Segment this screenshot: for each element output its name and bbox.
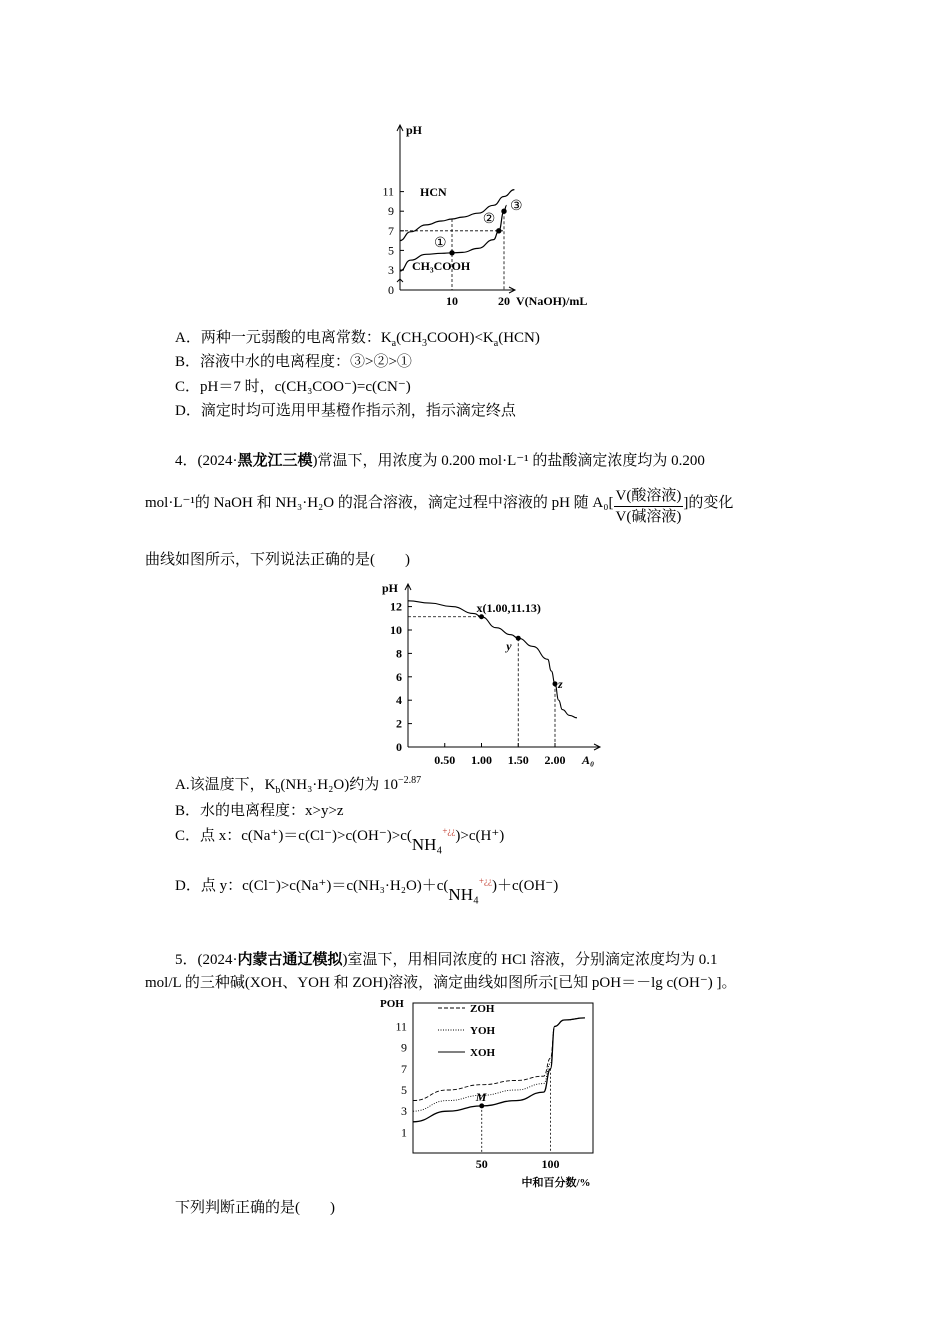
c2-ytick-10: 10 bbox=[390, 623, 402, 637]
c2-curve bbox=[408, 601, 577, 718]
c1-xtick-10: 10 bbox=[446, 294, 458, 308]
c2-point-2 bbox=[553, 682, 557, 686]
c2-xtick-0.50: 0.50 bbox=[434, 753, 456, 767]
c1-ch3cooh-label: CH₃COOH bbox=[412, 259, 471, 273]
c2-ytick-6: 6 bbox=[396, 669, 402, 684]
c3-ytick-9: 9 bbox=[401, 1040, 407, 1055]
c3-ytick-1: 1 bbox=[401, 1125, 407, 1140]
c2-point-1 bbox=[516, 636, 520, 640]
q4-fraction: $\frac{\text{V(酸溶液)}}{\text{V(碱溶液)}}$ bbox=[615, 488, 682, 525]
q3-option-b: B．溶液中水的电离程度：③>②>① bbox=[175, 354, 412, 370]
c3-series-yoh bbox=[413, 1018, 585, 1111]
c3-point-m bbox=[480, 1104, 484, 1108]
c2-label-y: y bbox=[506, 639, 512, 654]
chart-titration-a0 bbox=[370, 580, 610, 770]
c3-legend-yoh: YOH bbox=[470, 1025, 496, 1037]
c2-ytick-2: 2 bbox=[396, 716, 402, 731]
c2-ytick-0: 0 bbox=[396, 740, 402, 754]
c3-xlabel: 中和百分数/% bbox=[521, 1177, 591, 1189]
c2-xtick-2.00: 2.00 bbox=[544, 753, 566, 767]
c2-point-0 bbox=[480, 615, 484, 619]
q4-option-b: B．水的电离程度：x>y>z bbox=[175, 803, 344, 819]
q5-stem-line1: 5．(2024·内蒙古通辽模拟)室温下，用相同浓度的 HCl 溶液，分别滴定浓度均为 0.1 bbox=[175, 952, 718, 968]
q4-source: 黑龙江三模 bbox=[237, 453, 313, 469]
c1-xtick-20: 20 bbox=[498, 294, 510, 308]
q4-option-c: C．点 x：c(Na⁺)＝c(Cl⁻)>c(OH⁻)>c(NH₄+¿¿)>c(H⁺) bbox=[175, 826, 505, 854]
q4-stem-line2: mol·L⁻¹的 NaOH 和 NH₃·H₂O 的混合溶液，滴定过程中溶液的 pH 随 A₀[ $\frac{\text{V(酸溶液)}}{\text{V(碱溶液)}}$ ]的变化 bbox=[145, 488, 734, 525]
c3-xtick-100: 100 bbox=[541, 1157, 560, 1171]
c2-xtick-1.50: 1.50 bbox=[507, 753, 529, 767]
c3-ytick-11: 11 bbox=[395, 1019, 407, 1034]
c1-ytick-11: 11 bbox=[382, 184, 394, 199]
q4-option-a: A.该温度下，$K_b(NH_3\cdot H_2O)$约为 $10^{-2.87}$ bbox=[175, 775, 422, 796]
c3-ytick-3: 3 bbox=[401, 1104, 407, 1119]
q4-option-d: D．点 y：c(Cl⁻)>c(Na⁺)＝c(NH₃·H₂O)＋c(NH₄+¿¿)＋c(OH⁻) bbox=[175, 876, 559, 904]
c1-point-label-2: ② bbox=[482, 211, 496, 227]
q3-option-a: A．两种一元弱酸的电离常数：$K_a(CH_3COOH)<K_a(HCN)$ bbox=[175, 330, 540, 349]
c2-xlabel: A₀ bbox=[582, 753, 595, 767]
q4-stem-line3: 曲线如图所示，下列说法正确的是( ) bbox=[145, 552, 410, 568]
c3-legend-zoh: ZOH bbox=[470, 1003, 495, 1015]
q3-option-d: D．滴定时均可选用甲基橙作指示剂，指示滴定终点 bbox=[175, 403, 516, 419]
c2-label-x: x(1.00,11.13) bbox=[476, 600, 541, 615]
c1-ytick-3: 3 bbox=[388, 263, 394, 277]
q5-question: 下列判断正确的是( ) bbox=[175, 1200, 335, 1216]
c1-point-label-1: ① bbox=[434, 235, 447, 251]
c3-point-m-label: M bbox=[475, 1089, 487, 1104]
c1-point-1 bbox=[450, 251, 454, 255]
q3-option-c: C．pH＝7 时，c(CH₃COO⁻)=c(CN⁻) bbox=[175, 379, 411, 395]
chart-poh-titration bbox=[370, 995, 630, 1190]
c3-ylabel: POH bbox=[380, 998, 404, 1010]
c2-ytick-4: 4 bbox=[396, 693, 402, 708]
c2-ytick-8: 8 bbox=[396, 646, 402, 661]
c1-point-3 bbox=[502, 209, 506, 213]
c1-point-2 bbox=[497, 229, 501, 233]
c1-ytick-5: 5 bbox=[388, 243, 394, 258]
c2-ytick-12: 12 bbox=[390, 599, 402, 614]
c3-frame bbox=[413, 1003, 593, 1153]
c3-ytick-7: 7 bbox=[401, 1061, 407, 1076]
c3-legend-xoh: XOH bbox=[470, 1047, 496, 1059]
chart-titration-hcn-ch3cooh bbox=[370, 120, 620, 310]
c2-label-z: z bbox=[558, 676, 563, 691]
q5-source: 内蒙古通辽模拟 bbox=[237, 952, 343, 968]
c1-xlabel: V(NaOH)/mL bbox=[516, 294, 588, 308]
c1-ytick-7: 7 bbox=[388, 223, 394, 238]
q4-stem-line1: 4．(2024·黑龙江三模)常温下，用浓度为 0.200 mol·L⁻¹ 的盐酸滴定浓度均为 0.200 bbox=[175, 453, 705, 469]
c1-point-label-3: ③ bbox=[510, 199, 523, 215]
c2-ylabel: pH bbox=[382, 581, 399, 595]
c1-ytick-9: 9 bbox=[388, 204, 394, 219]
c3-series-xoh bbox=[413, 1018, 585, 1122]
c3-xtick-50: 50 bbox=[475, 1157, 488, 1171]
q5-stem-line2: mol/L 的三种碱(XOH、YOH 和 ZOH)溶液，滴定曲线如图所示[已知 pOH＝－lg c(OH⁻) ]。 bbox=[145, 975, 737, 991]
c1-ytick-0: 0 bbox=[388, 283, 394, 297]
c3-ytick-5: 5 bbox=[401, 1083, 407, 1097]
c2-xtick-1.00: 1.00 bbox=[471, 753, 492, 767]
c1-hcn-label: HCN bbox=[420, 185, 447, 199]
c1-ylabel: pH bbox=[406, 123, 423, 137]
